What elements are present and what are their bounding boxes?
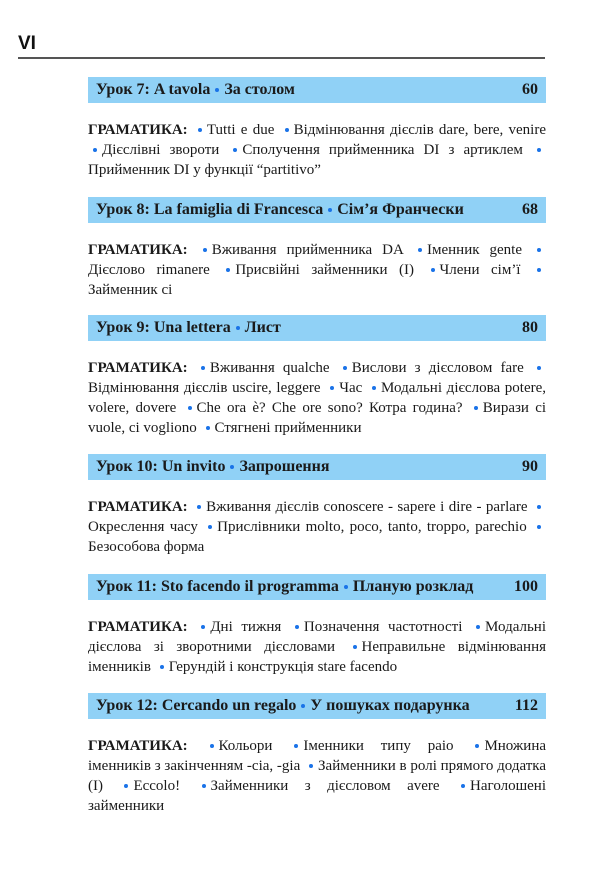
grammar-item: Неправильне відмінювання іменників — [88, 639, 547, 675]
grammar-label: ГРАМАТИКА: — [88, 619, 188, 635]
grammar-item: Модальні дієслова зі зворотними дієсловами — [88, 619, 547, 655]
bullet-icon — [188, 406, 192, 410]
lesson-entry — [88, 454, 546, 557]
grammar-item: Займенники з дієсловом avere — [210, 778, 440, 794]
bullet-icon — [201, 366, 205, 370]
grammar-item: Дні тижня — [210, 619, 282, 635]
grammar-item: Вислови з дієсловом fare — [351, 360, 524, 376]
bullet-icon — [476, 625, 480, 629]
grammar-item: Відмінювання дієслів dare, bere, venire — [293, 122, 547, 138]
lesson-title-ua: У пошуках подарунка — [310, 697, 470, 714]
lesson-title-bar[interactable] — [88, 574, 546, 600]
header-rule — [18, 57, 545, 59]
lesson-title — [96, 201, 464, 219]
grammar-item: Час — [339, 380, 363, 396]
grammar-list — [88, 358, 546, 438]
grammar-item: Безособова форма — [88, 539, 205, 555]
lesson-title-ua: Планую розклад — [352, 578, 474, 595]
bullet-icon — [461, 784, 465, 788]
bullet-icon — [233, 148, 237, 152]
lesson-title-bar[interactable] — [88, 315, 546, 341]
bullet-icon — [215, 88, 219, 92]
grammar-list — [88, 120, 546, 180]
lesson-page-number: 90 — [522, 458, 538, 475]
bullet-icon — [201, 625, 205, 629]
lesson-page-number: 112 — [514, 697, 538, 714]
grammar-item: Іменник gente — [427, 242, 523, 258]
bullet-icon — [309, 764, 313, 768]
grammar-item: Вирази ci vuole, ci vogliono — [88, 400, 547, 436]
bullet-icon — [93, 148, 97, 152]
lesson-entry — [88, 77, 546, 180]
lesson-page-number: 60 — [522, 81, 538, 98]
lesson-title-bar[interactable] — [88, 197, 546, 223]
bullet-icon — [203, 248, 207, 252]
grammar-item: Позначення частотності — [303, 619, 463, 635]
grammar-label: ГРАМАТИКА: — [88, 499, 188, 515]
bullet-icon — [285, 128, 289, 132]
bullet-icon — [537, 525, 541, 529]
bullet-icon — [230, 465, 234, 469]
bullet-icon — [210, 744, 214, 748]
lesson-title — [96, 697, 470, 715]
bullet-icon — [475, 744, 479, 748]
grammar-label: ГРАМАТИКА: — [88, 242, 188, 258]
grammar-item: Вживання дієслів conoscere - sapere i dire - parlare — [206, 499, 528, 515]
grammar-item: Дієслово rimanere — [88, 262, 210, 278]
grammar-item: Наголошені займенники — [88, 778, 547, 814]
lesson-page-number: 68 — [522, 201, 538, 218]
grammar-item: Прийменник DI у функції “partitivo” — [88, 162, 321, 178]
grammar-item: Сполучення прийменника DI з артиклем — [242, 142, 523, 158]
bullet-icon — [197, 505, 201, 509]
bullet-icon — [353, 645, 357, 649]
lesson-page-number: 80 — [522, 319, 538, 336]
grammar-item: Відмінювання дієслів uscire, leggere — [88, 380, 321, 396]
lesson-title-bar[interactable] — [88, 77, 546, 103]
bullet-icon — [328, 208, 332, 212]
lesson-entry — [88, 574, 546, 677]
grammar-item: Присвійні займенники (I) — [235, 262, 414, 278]
grammar-item: Стягнені прийменники — [214, 420, 362, 436]
grammar-item: Вживання qualche — [209, 360, 330, 376]
grammar-item: Che ora è? Che ore sono? Котра година? — [196, 400, 463, 416]
bullet-icon — [294, 744, 298, 748]
grammar-item: Tutti e due — [206, 122, 275, 138]
bullet-icon — [537, 366, 541, 370]
grammar-item: Eccolo! — [133, 778, 181, 794]
bullet-icon — [343, 366, 347, 370]
lesson-title-it: Урок 12: Cercando un regalo — [96, 697, 297, 714]
grammar-label: ГРАМАТИКА: — [88, 122, 188, 138]
grammar-item: Займенник ci — [88, 282, 173, 298]
grammar-label: ГРАМАТИКА: — [88, 360, 188, 376]
bullet-icon — [431, 268, 435, 272]
lesson-title-it: Урок 10: Un invito — [96, 458, 226, 475]
grammar-list — [88, 736, 546, 816]
page-number: VI — [18, 33, 36, 54]
bullet-icon — [208, 525, 212, 529]
bullet-icon — [301, 704, 305, 708]
grammar-item: Модальні дієслова potere, volere, dovere — [88, 380, 547, 416]
bullet-icon — [537, 148, 541, 152]
bullet-icon — [537, 268, 541, 272]
grammar-item: Прислівники molto, poco, tanto, troppo, parechio — [217, 519, 527, 535]
lesson-title-ua: За столом — [224, 81, 295, 98]
lesson-title — [96, 319, 281, 337]
grammar-list — [88, 497, 546, 557]
lesson-title-bar[interactable] — [88, 454, 546, 480]
grammar-list — [88, 617, 546, 677]
grammar-item: Окреслення часу — [88, 519, 198, 535]
grammar-item: Кольори — [218, 738, 273, 754]
lesson-entry — [88, 197, 546, 300]
grammar-item: Герундій і конструкція stare facendo — [168, 659, 398, 675]
grammar-item: Вживання прийменника DA — [211, 242, 403, 258]
bullet-icon — [372, 386, 376, 390]
lesson-title — [96, 578, 473, 596]
bullet-icon — [226, 268, 230, 272]
grammar-item: Множина іменників з закінченням -cia, -gia — [88, 738, 547, 774]
bullet-icon — [206, 426, 210, 430]
lesson-entry — [88, 693, 546, 816]
bullet-icon — [198, 128, 202, 132]
lesson-page-number: 100 — [514, 578, 538, 595]
bullet-icon — [124, 784, 128, 788]
lesson-title-bar[interactable] — [88, 693, 546, 719]
bullet-icon — [537, 248, 541, 252]
grammar-item: Іменники типу paio — [303, 738, 454, 754]
bullet-icon — [295, 625, 299, 629]
grammar-label: ГРАМАТИКА: — [88, 738, 188, 754]
bullet-icon — [330, 386, 334, 390]
bullet-icon — [236, 326, 240, 330]
lesson-title-it: Урок 8: La famiglia di Francesca — [96, 201, 324, 218]
grammar-list — [88, 240, 546, 300]
lesson-title-ua: Лист — [244, 319, 281, 336]
grammar-item: Члени сім’ї — [439, 262, 521, 278]
lesson-title — [96, 81, 295, 99]
bullet-icon — [160, 665, 164, 669]
lesson-entry — [88, 315, 546, 438]
lesson-title-it: Урок 7: A tavola — [96, 81, 211, 98]
lesson-title-ua: Сім’я Франчески — [337, 201, 464, 218]
bullet-icon — [202, 784, 206, 788]
bullet-icon — [344, 585, 348, 589]
grammar-item: Займенники в ролі прямого додатка (I) — [88, 758, 547, 794]
grammar-item: Дієслівні звороти — [102, 142, 220, 158]
bullet-icon — [537, 505, 541, 509]
bullet-icon — [474, 406, 478, 410]
lesson-title — [96, 458, 330, 476]
bullet-icon — [418, 248, 422, 252]
lesson-title-it: Урок 9: Una lettera — [96, 319, 231, 336]
lesson-title-ua: Запрошення — [239, 458, 330, 475]
lesson-title-it: Урок 11: Sto facendo il programma — [96, 578, 339, 595]
